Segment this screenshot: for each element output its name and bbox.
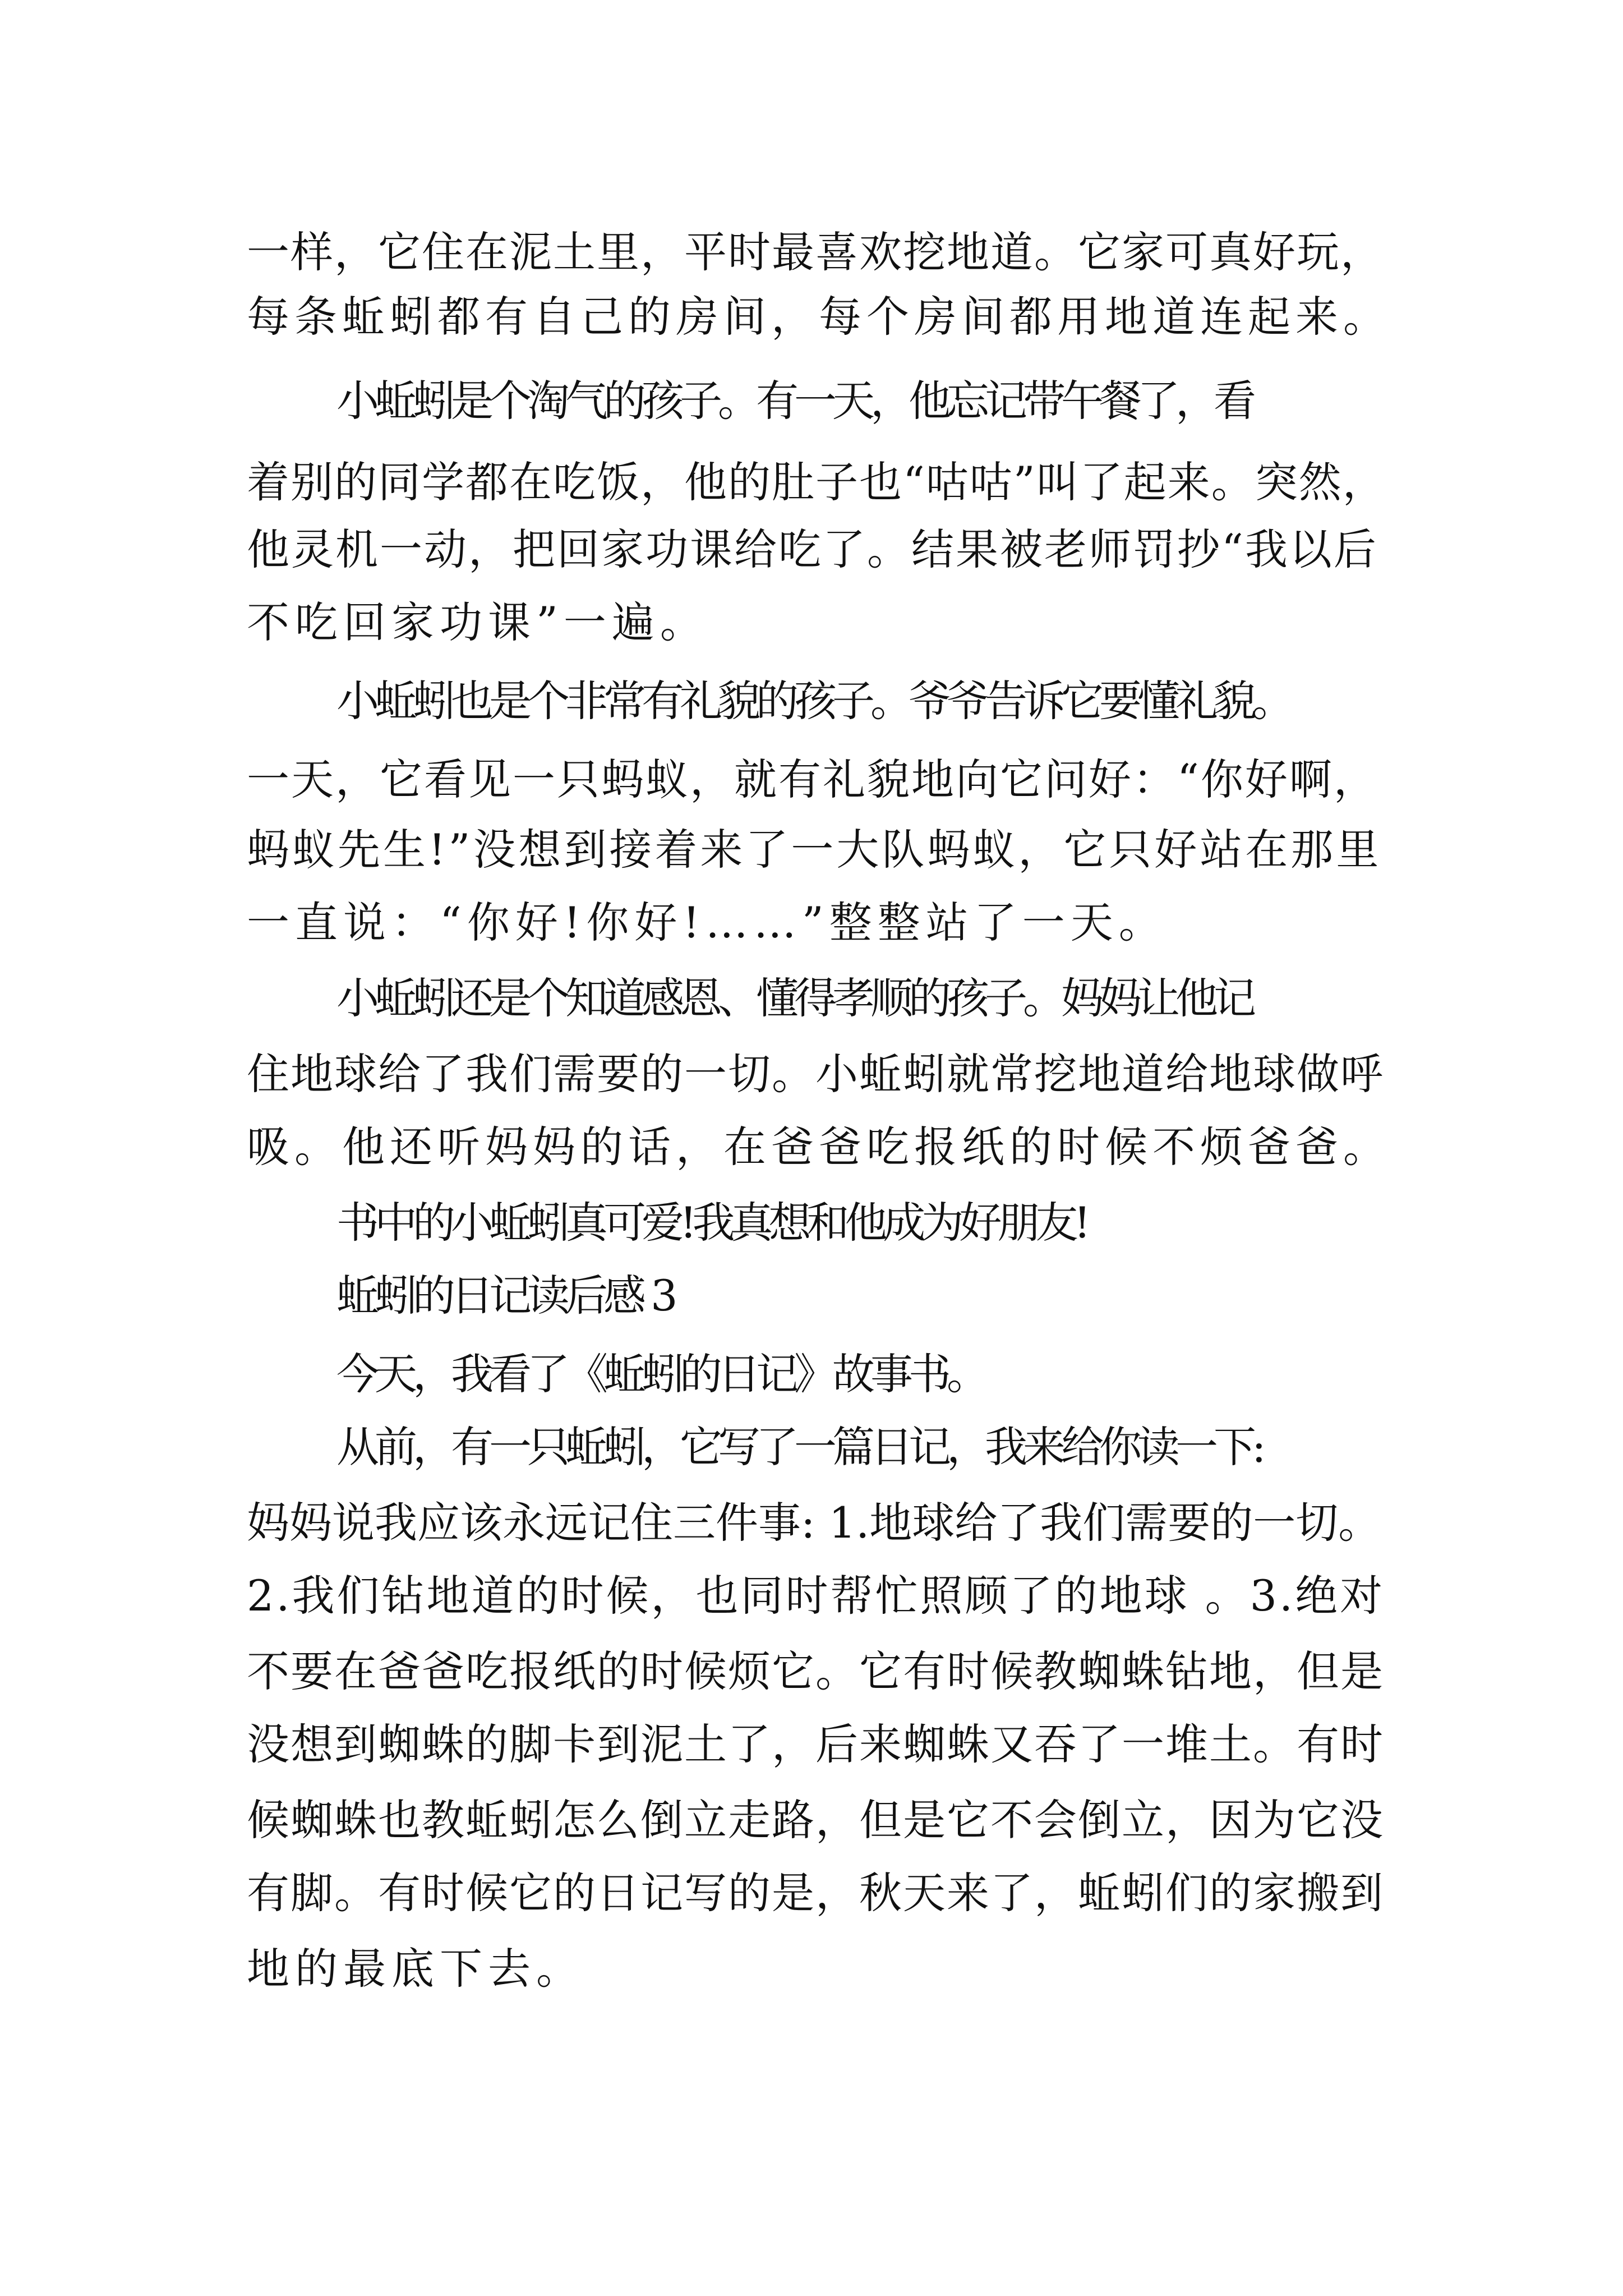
text-line: 不吃回家功课”一遍。 <box>247 597 708 647</box>
text-line: 一天，它看见一只蚂蚁，就有礼貌地向它问好：“你好啊， <box>247 754 1378 804</box>
text-line: 不要在爸爸吃报纸的时候烦它。它有时候教蜘蛛钻地，但是 <box>247 1646 1384 1696</box>
paragraph-start-line: 今天，我看了《蚯蚓的日记》故事书。 <box>336 1349 985 1399</box>
paragraph-start-line: 从前，有一只蚯蚓，它写了一篇日记，我来给你读一下: <box>336 1422 1262 1472</box>
text-line: 住地球给了我们需要的一切。小蚯蚓就常挖地道给地球做呼 <box>247 1049 1384 1099</box>
paragraph-start-line: 书中的小蚯蚓真可爱!我真想和他成为好朋友! <box>336 1198 1087 1248</box>
paragraph-start-line: 小蚯蚓还是个知道感恩、懂得孝顺的孩子。妈妈让他记 <box>336 973 1252 1023</box>
text-line: 一直说：“你好!你好!……”整整站了一天。 <box>247 898 1167 947</box>
text-line: 他灵机一动，把回家功课给吃了。结果被老师罚抄“我以后 <box>247 524 1378 574</box>
text-line: 每条蚯蚓都有自己的房间，每个房间都用地道连起来。 <box>247 292 1391 342</box>
paragraph-start-line: 小蚯蚓也是个非常有礼貌的孩子。爷爷告诉它要懂礼貌。 <box>336 676 1290 726</box>
text-line: 着别的同学都在吃饭，他的肚子也“咕咕”叫了起来。突然， <box>247 457 1386 507</box>
text-line: 妈妈说我应该永远记住三件事: 1.地球给了我们需要的一切。 <box>247 1498 1381 1548</box>
section-heading: 蚯蚓的日记读后感 3 <box>336 1271 674 1320</box>
text-line: 没想到蜘蛛的脚卡到泥土了，后来蜘蛛又吞了一堆土。有时 <box>247 1719 1384 1769</box>
text-line: 地的最底下去。 <box>247 1944 584 1994</box>
text-line: 吸。他还听妈妈的话，在爸爸吃报纸的时候不烦爸爸。 <box>247 1122 1391 1172</box>
text-line: 候蜘蛛也教蚯蚓怎么倒立走路，但是它不会倒立，因为它没 <box>247 1795 1384 1845</box>
text-line: 2.我们钻地道的时候，也同时帮忙照顾了的地球 。3.绝对 <box>247 1571 1385 1621</box>
text-line: 有脚。有时候它的日记写的是，秋天来了，蚯蚓们的家搬到 <box>247 1868 1384 1918</box>
text-line: 一样，它住在泥土里，平时最喜欢挖地道。它家可真好玩， <box>247 227 1384 277</box>
text-line: 蚂蚁先生!”没想到接着来了一大队蚂蚁，它只好站在那里 <box>247 825 1382 875</box>
paragraph-start-line: 小蚯蚓是个淘气的孩子。有一天，他忘记带午餐了，看 <box>336 376 1252 426</box>
